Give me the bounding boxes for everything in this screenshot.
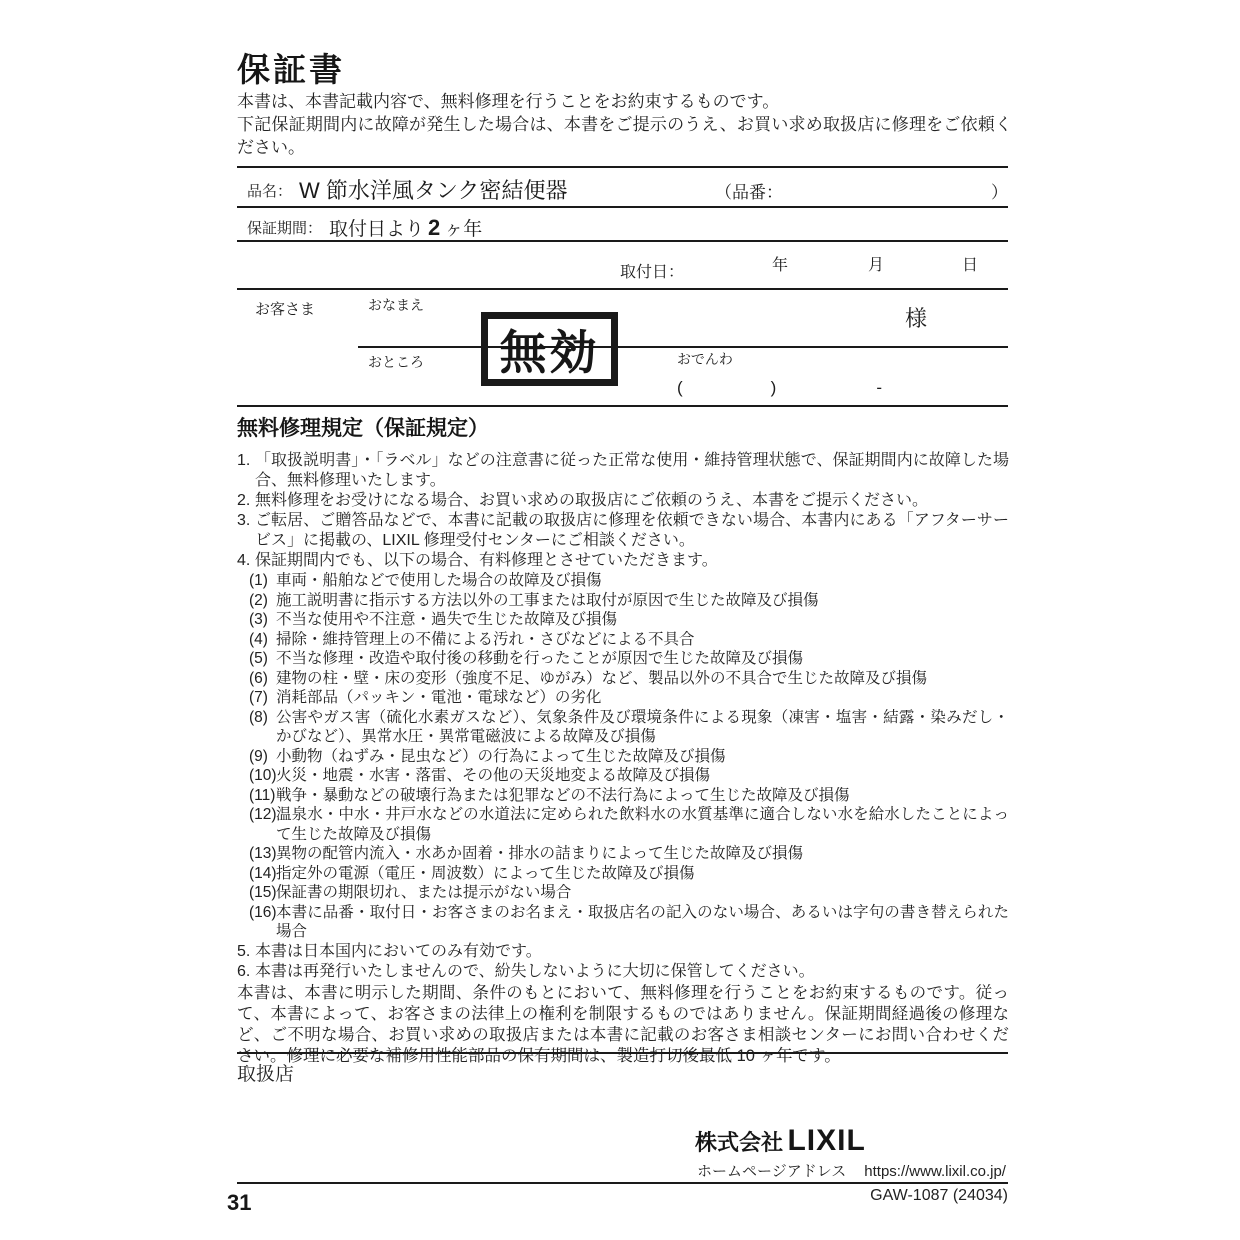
sub-number: (9) — [249, 747, 268, 765]
sub-item-10 — [249, 766, 1009, 786]
product-name-row — [237, 168, 1008, 208]
warranty-certificate-table — [237, 166, 1008, 407]
part-number-label: （品番： — [715, 183, 783, 202]
warranty-period-row — [237, 208, 1008, 242]
homepage-line — [697, 1160, 1006, 1181]
phone-open-paren: ( — [677, 378, 683, 397]
phone-hyphen: - — [876, 378, 883, 397]
customer-name-label: おなまえ — [368, 297, 424, 313]
void-stamp: 無効 — [481, 312, 618, 386]
sub-text: 指定外の電源（電圧・周波数）によって生じた故障及び損傷 — [276, 864, 695, 882]
sub-text: 建物の柱・壁・床の変形（強度不足、ゆがみ）など、製品以外の不具合で生じた故障及び損傷 — [276, 669, 928, 687]
sub-item-3 — [249, 610, 1009, 630]
part-number-close-paren: ） — [991, 183, 1008, 202]
closing-paragraph: 本書は、本書に明示した期間、条件のもとにおいて、無料修理を行うことをお約束するものです。従って、本書によって、お客さまの法律上の権利を制限するものではありません。保証期間経過後の修理など、ご不明な場合、お買い求めの取扱店または本書に記載のお客さま相談センターにお問い合わせください。修理に必要な補修用性能部品の保有期間は、製造打切後最低 10 ヶ年です。 — [237, 983, 1009, 1065]
sub-item-16 — [249, 903, 1009, 942]
sub-item-5 — [249, 649, 1009, 669]
rule-item-4 — [237, 551, 1009, 571]
sub-item-1 — [249, 571, 1009, 591]
sub-text: 不当な使用や不注意・過失で生じた故障及び損傷 — [276, 611, 618, 628]
day-label: 日 — [962, 257, 979, 274]
sub-text: 消耗部品（パッキン・電池・電球など）の劣化 — [276, 689, 602, 706]
paid-repair-cases-list — [249, 571, 1009, 942]
customer-row-divider — [358, 346, 1008, 348]
install-date-row — [237, 242, 1008, 290]
rule-text: 無料修理をお受けになる場合、お買い求めの取扱店にご依頼のうえ、本書をご提示ください。 — [255, 492, 928, 509]
sub-item-8 — [249, 708, 1009, 747]
sub-item-14 — [249, 864, 1009, 884]
sub-item-7 — [249, 688, 1009, 708]
install-date-label: 取付日： — [620, 264, 685, 281]
sub-text: 掃除・維持管理上の不備による汚れ・さびなどによる不具合 — [276, 630, 695, 648]
customer-phone-blanks — [677, 378, 882, 398]
sub-text: 異物の配管内流入・水あか固着・排水の詰まりによって生じた故障及び損傷 — [276, 845, 804, 862]
company-logo-text: LIXIL — [787, 1124, 866, 1157]
sub-number: (5) — [249, 650, 268, 667]
phone-close-paren: ) — [770, 378, 777, 397]
rule-item-3 — [237, 511, 1009, 551]
sub-item-2 — [249, 591, 1009, 611]
company-prefix: 株式会社 — [695, 1130, 784, 1155]
sub-text: 施工説明書に指示する方法以外の工事または取付が原因で生じた故障及び損傷 — [276, 591, 819, 609]
rule-text: 「取扱説明書」・「ラベル」などの注意書に従った正常な使用・維持管理状態で、保証期間内に故障した場合、無料修理いたします。 — [255, 452, 1009, 489]
warranty-period-prefix: 取付日より — [329, 219, 425, 240]
sub-text: 公害やガス害（硫化水素ガスなど）、気象条件及び環境条件による現象（凍害・塩害・結露・染みだし・かびなど）、異常水圧・異常電磁波による故障及び損傷 — [276, 708, 1009, 745]
sub-number: (16) — [249, 903, 277, 921]
sub-number: (6) — [249, 669, 268, 687]
intro-paragraph — [237, 90, 1012, 159]
rule-text: 本書は日本国内においてのみ有効です。 — [255, 942, 542, 960]
sub-text: 小動物（ねずみ・昆虫など）の行為によって生じた故障及び損傷 — [276, 747, 726, 765]
rule-number: 1. — [237, 452, 251, 469]
customer-address-label: おところ — [368, 354, 424, 370]
rule-text: ご転居、ご贈答品などで、本書に記載の取扱店に修理を依頼できない場合、本書内にある「アフターサービス」に掲載の、LIXIL 修理受付センターにご相談ください。 — [255, 512, 1009, 549]
document-code: GAW-1087 (24034) — [870, 1187, 1008, 1204]
rule-text: 本書は再発行いたしませんので、紛失しないように大切に保管してください。 — [255, 962, 815, 980]
sub-number: (14) — [249, 864, 277, 882]
sub-number: (1) — [249, 572, 268, 589]
year-label: 年 — [772, 257, 789, 274]
customer-phone-label: おでんわ — [677, 351, 733, 367]
sub-item-6 — [249, 669, 1009, 689]
warranty-period-label: 保証期間： — [247, 220, 323, 237]
sub-text: 不当な修理・改造や取付後の移動を行ったことが原因で生じた故障及び損傷 — [276, 650, 804, 667]
honorific-label: 様 — [905, 306, 928, 331]
rule-item-2 — [237, 491, 1009, 511]
intro-line-1: 本書は、本書記載内容で、無料修理を行うことをお約束するものです。 — [237, 92, 780, 111]
repair-rules-section — [237, 412, 1009, 1067]
sub-number: (8) — [249, 708, 268, 726]
homepage-url: https://www.lixil.co.jp/ — [864, 1163, 1006, 1180]
sub-text: 保証書の期限切れ、または提示がない場合 — [276, 884, 572, 901]
warranty-period-value — [329, 214, 482, 241]
rule-item-6 — [237, 962, 1009, 982]
sub-text: 戦争・暴動などの破壊行為または犯罪などの不法行為によって生じた故障及び損傷 — [276, 786, 850, 804]
warranty-period-years: 2 — [428, 215, 441, 240]
product-label: 品名： — [247, 183, 293, 200]
page-title: 保証書 — [237, 51, 345, 88]
sub-text: 温泉水・中水・井戸水などの水道法に定められた飲料水の水質基準に適合しない水を給水したことによって生じた故障及び損傷 — [276, 806, 1009, 843]
sub-number: (4) — [249, 630, 268, 648]
sub-number: (10) — [249, 767, 277, 784]
rules-heading: 無料修理規定（保証規定） — [237, 417, 489, 440]
sub-item-15 — [249, 883, 1009, 903]
sub-number: (15) — [249, 884, 277, 901]
sub-number: (11) — [249, 786, 276, 804]
sub-text: 火災・地震・水害・落雷、その他の天災地変よる故障及び損傷 — [276, 767, 711, 784]
customer-info-row — [237, 290, 1008, 407]
rule-number: 3. — [237, 512, 251, 529]
rule-number: 5. — [237, 942, 251, 960]
rule-number: 6. — [237, 962, 251, 980]
rule-text: 保証期間内でも、以下の場合、有料修理とさせていただきます。 — [255, 552, 718, 569]
customer-label: お客さま — [255, 301, 316, 318]
sub-number: (3) — [249, 611, 268, 628]
sub-item-9 — [249, 747, 1009, 767]
rule-number: 4. — [237, 552, 251, 569]
sub-text: 車両・船舶などで使用した場合の故障及び損傷 — [276, 572, 602, 589]
rule-number: 2. — [237, 492, 251, 509]
sub-number: (12) — [249, 806, 277, 823]
rule-item-5 — [237, 942, 1009, 962]
sub-number: (7) — [249, 689, 268, 706]
intro-line-2: 下記保証期間内に故障が発生した場合は、本書をご提示のうえ、お買い求め取扱店に修理をご依頼ください。 — [237, 115, 1012, 157]
dealer-box — [237, 1052, 1008, 1086]
sub-item-13 — [249, 844, 1009, 864]
warranty-period-suffix: ヶ年 — [444, 219, 483, 240]
footer-divider — [237, 1182, 1008, 1184]
sub-item-11 — [249, 786, 1009, 806]
product-name: W 節水洋風タンク密結便器 — [299, 178, 568, 203]
page-number: 31 — [227, 1190, 252, 1215]
rule-item-1 — [237, 451, 1009, 491]
company-name-block — [695, 1124, 866, 1158]
sub-number: (2) — [249, 591, 268, 609]
dealer-label: 取扱店 — [237, 1064, 295, 1085]
sub-item-4 — [249, 630, 1009, 650]
month-label: 月 — [868, 257, 885, 274]
sub-text: 本書に品番・取付日・お客さまのお名まえ・取扱店名の記入のない場合、あるいは字句の書き替えられた場合 — [276, 903, 1009, 940]
sub-item-12 — [249, 805, 1009, 844]
sub-number: (13) — [249, 845, 277, 862]
homepage-label: ホームページアドレス — [697, 1163, 847, 1180]
